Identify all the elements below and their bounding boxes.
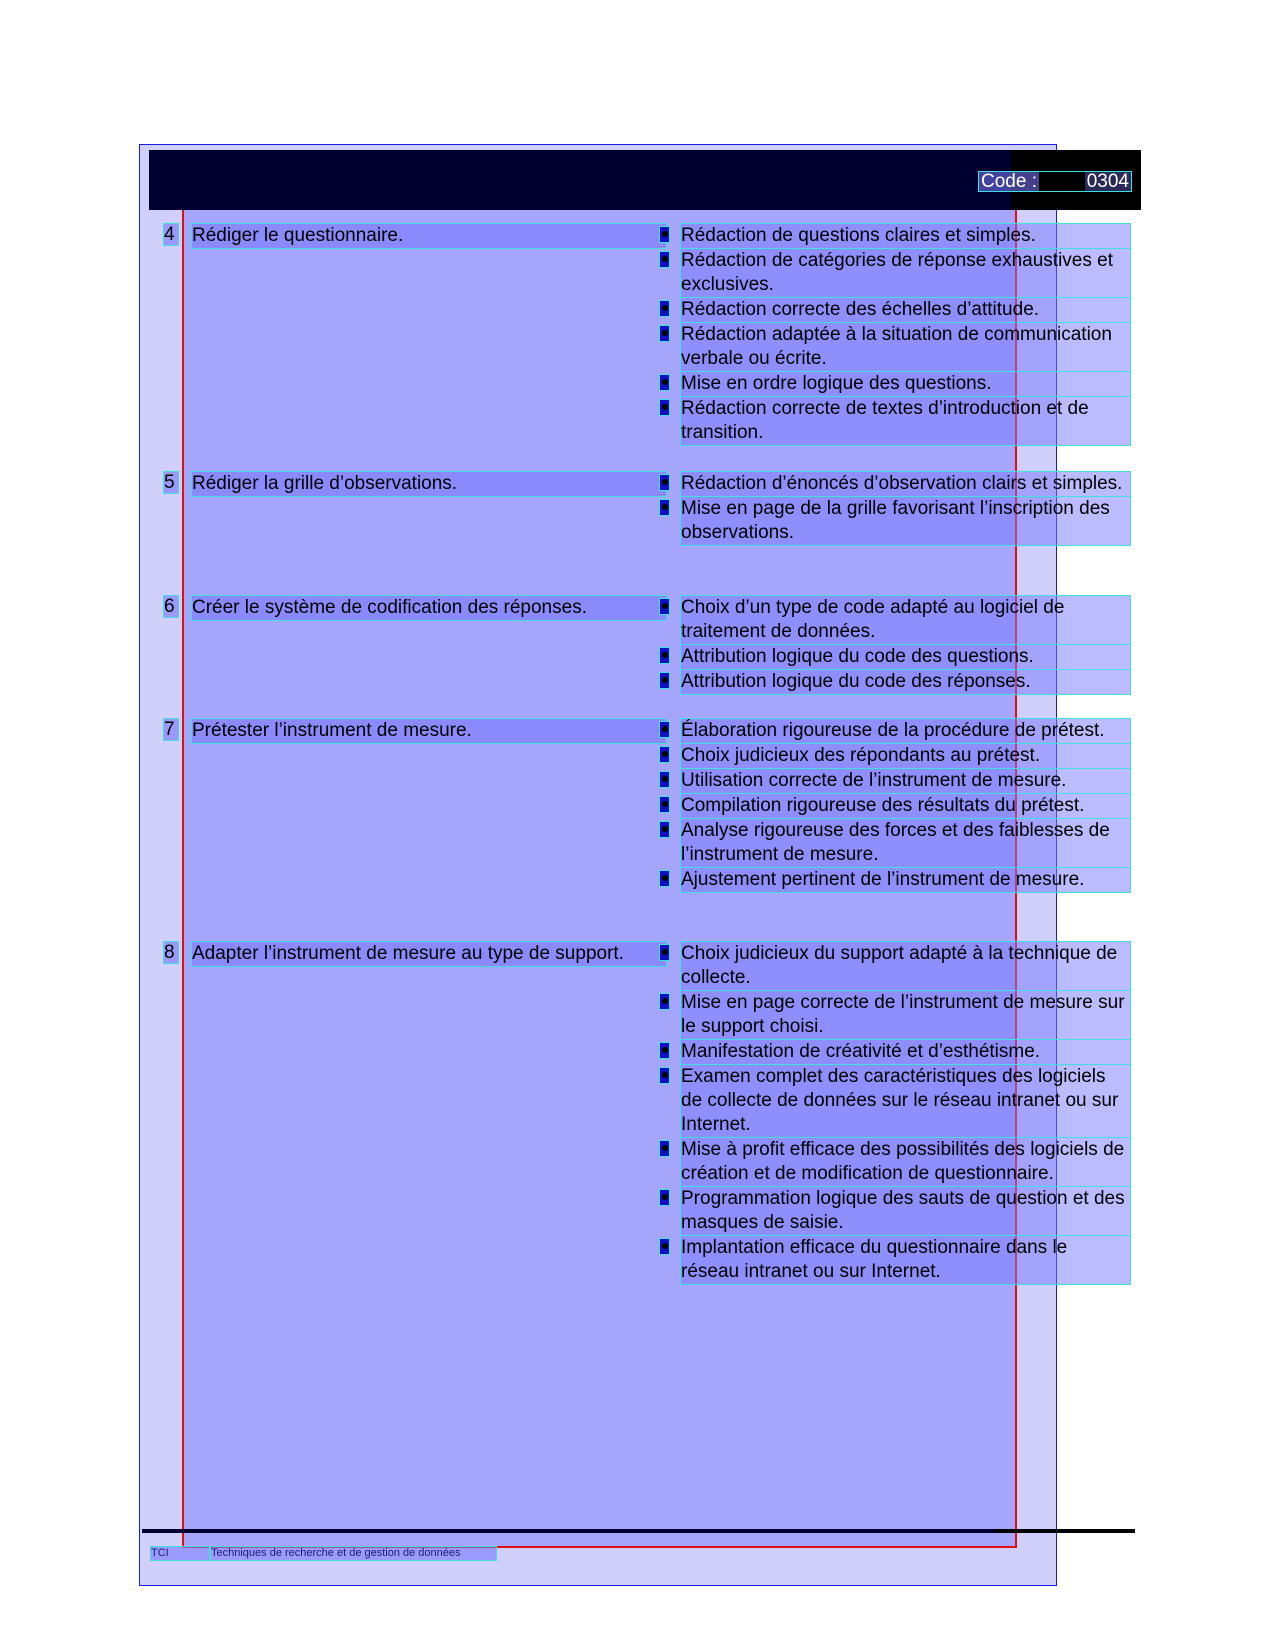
criterion-item [660,819,1130,867]
criterion-text: Rédaction d’énoncés d’observation clairs et simples. [681,472,1130,496]
criterion-item [660,1236,1130,1284]
criterion-text: Élaboration rigoureuse de la procédure de prétest. [681,719,1130,743]
competency-text: Rédiger la grille d’observations. [192,472,666,496]
criterion-item [660,1138,1130,1186]
section-number: 8 [164,942,178,963]
criterion-item [660,224,1130,248]
criterion-item [660,397,1130,445]
bullet-icon [660,822,669,837]
criterion-text: Analyse rigoureuse des forces et des faiblesses de l’instrument de mesure. [681,819,1130,867]
criterion-text: Choix judicieux des répondants au prétest. [681,744,1130,768]
criterion-item [660,942,1130,990]
criterion-text: Mise en page de la grille favorisant l’inscription des observations. [681,497,1130,545]
criterion-item [660,1187,1130,1235]
criterion-item [660,645,1130,669]
criterion-text: Rédaction correcte des échelles d’attitude. [681,298,1130,322]
bullet-icon [660,375,669,390]
criterion-item [660,744,1130,768]
section-number: 5 [164,472,178,493]
bullet-icon [660,945,669,960]
bullet-icon [660,772,669,787]
bullet-icon [660,1141,669,1156]
criterion-text: Attribution logique du code des questions. [681,645,1130,669]
criterion-text: Implantation efficace du questionnaire dans le réseau intranet ou sur Internet. [681,1236,1130,1284]
criterion-item [660,1065,1130,1137]
criterion-text: Ajustement pertinent de l’instrument de mesure. [681,868,1130,892]
criteria-list [660,596,1130,695]
bullet-icon [660,301,669,316]
competency-text: Créer le système de codification des réponses. [192,596,666,620]
criterion-text: Rédaction adaptée à la situation de communication verbale ou écrite. [681,323,1130,371]
criteria-list [660,719,1130,893]
bullet-icon [660,1239,669,1254]
criterion-item [660,298,1130,322]
bullet-icon [660,599,669,614]
bullet-icon [660,227,669,242]
criterion-text: Utilisation correcte de l’instrument de mesure. [681,769,1130,793]
criterion-text: Rédaction de questions claires et simples. [681,224,1130,248]
bullet-icon [660,400,669,415]
bullet-icon [660,1190,669,1205]
criterion-text: Rédaction de catégories de réponse exhaustives et exclusives. [681,249,1130,297]
criterion-text: Choix d’un type de code adapté au logiciel de traitement de données. [681,596,1130,644]
criterion-item [660,249,1130,297]
competency-text: Adapter l’instrument de mesure au type de support. [192,942,666,966]
criterion-item [660,323,1130,371]
criteria-list [660,942,1130,1285]
footer-rule [142,1529,1135,1533]
bullet-icon [660,871,669,886]
criterion-text: Compilation rigoureuse des résultats du prétest. [681,794,1130,818]
bullet-icon [660,1068,669,1083]
bullet-icon [660,326,669,341]
criteria-list [660,472,1130,546]
criterion-item [660,794,1130,818]
criteria-list [660,224,1130,446]
criterion-item [660,497,1130,545]
criterion-item [660,769,1130,793]
criterion-item [660,670,1130,694]
competency-text: Rédiger le questionnaire. [192,224,666,248]
bullet-icon [660,648,669,663]
criterion-text: Choix judicieux du support adapté à la technique de collecte. [681,942,1130,990]
criterion-text: Programmation logique des sauts de question et des masques de saisie. [681,1187,1130,1235]
bullet-icon [660,722,669,737]
criterion-item [660,1040,1130,1064]
bullet-icon [660,500,669,515]
code-box [978,171,1132,192]
criterion-item [660,596,1130,644]
criterion-item [660,719,1130,743]
bullet-icon [660,994,669,1009]
code-value: 0304 [1086,171,1129,192]
criterion-text: Mise en page correcte de l’instrument de mesure sur le support choisi. [681,991,1130,1039]
criterion-text: Attribution logique du code des réponses. [681,670,1130,694]
bullet-icon [660,475,669,490]
bullet-icon [660,673,669,688]
criterion-text: Mise en ordre logique des questions. [681,372,1130,396]
criterion-text: Examen complet des caractéristiques des logiciels de collecte de données sur le réseau intranet ou sur Internet. [681,1065,1130,1137]
criterion-item [660,472,1130,496]
footer-program-title: Techniques de recherche et de gestion de données [211,1547,496,1560]
bullet-icon [660,797,669,812]
section-number: 7 [164,719,178,740]
bullet-icon [660,252,669,267]
criterion-text: Rédaction correcte de textes d’introduction et de transition. [681,397,1130,445]
footer-program-code: TCI [151,1547,209,1560]
competency-text: Prétester l’instrument de mesure. [192,719,666,743]
footer [151,1547,496,1560]
code-label: Code : [981,171,1037,192]
criterion-item [660,868,1130,892]
criterion-item [660,991,1130,1039]
bullet-icon [660,1043,669,1058]
section-number: 4 [164,224,178,245]
criterion-item [660,372,1130,396]
bullet-icon [660,747,669,762]
section-number: 6 [164,596,178,617]
criterion-text: Mise à profit efficace des possibilités des logiciels de création et de modification de questionnaire. [681,1138,1130,1186]
criterion-text: Manifestation de créativité et d’esthétisme. [681,1040,1130,1064]
